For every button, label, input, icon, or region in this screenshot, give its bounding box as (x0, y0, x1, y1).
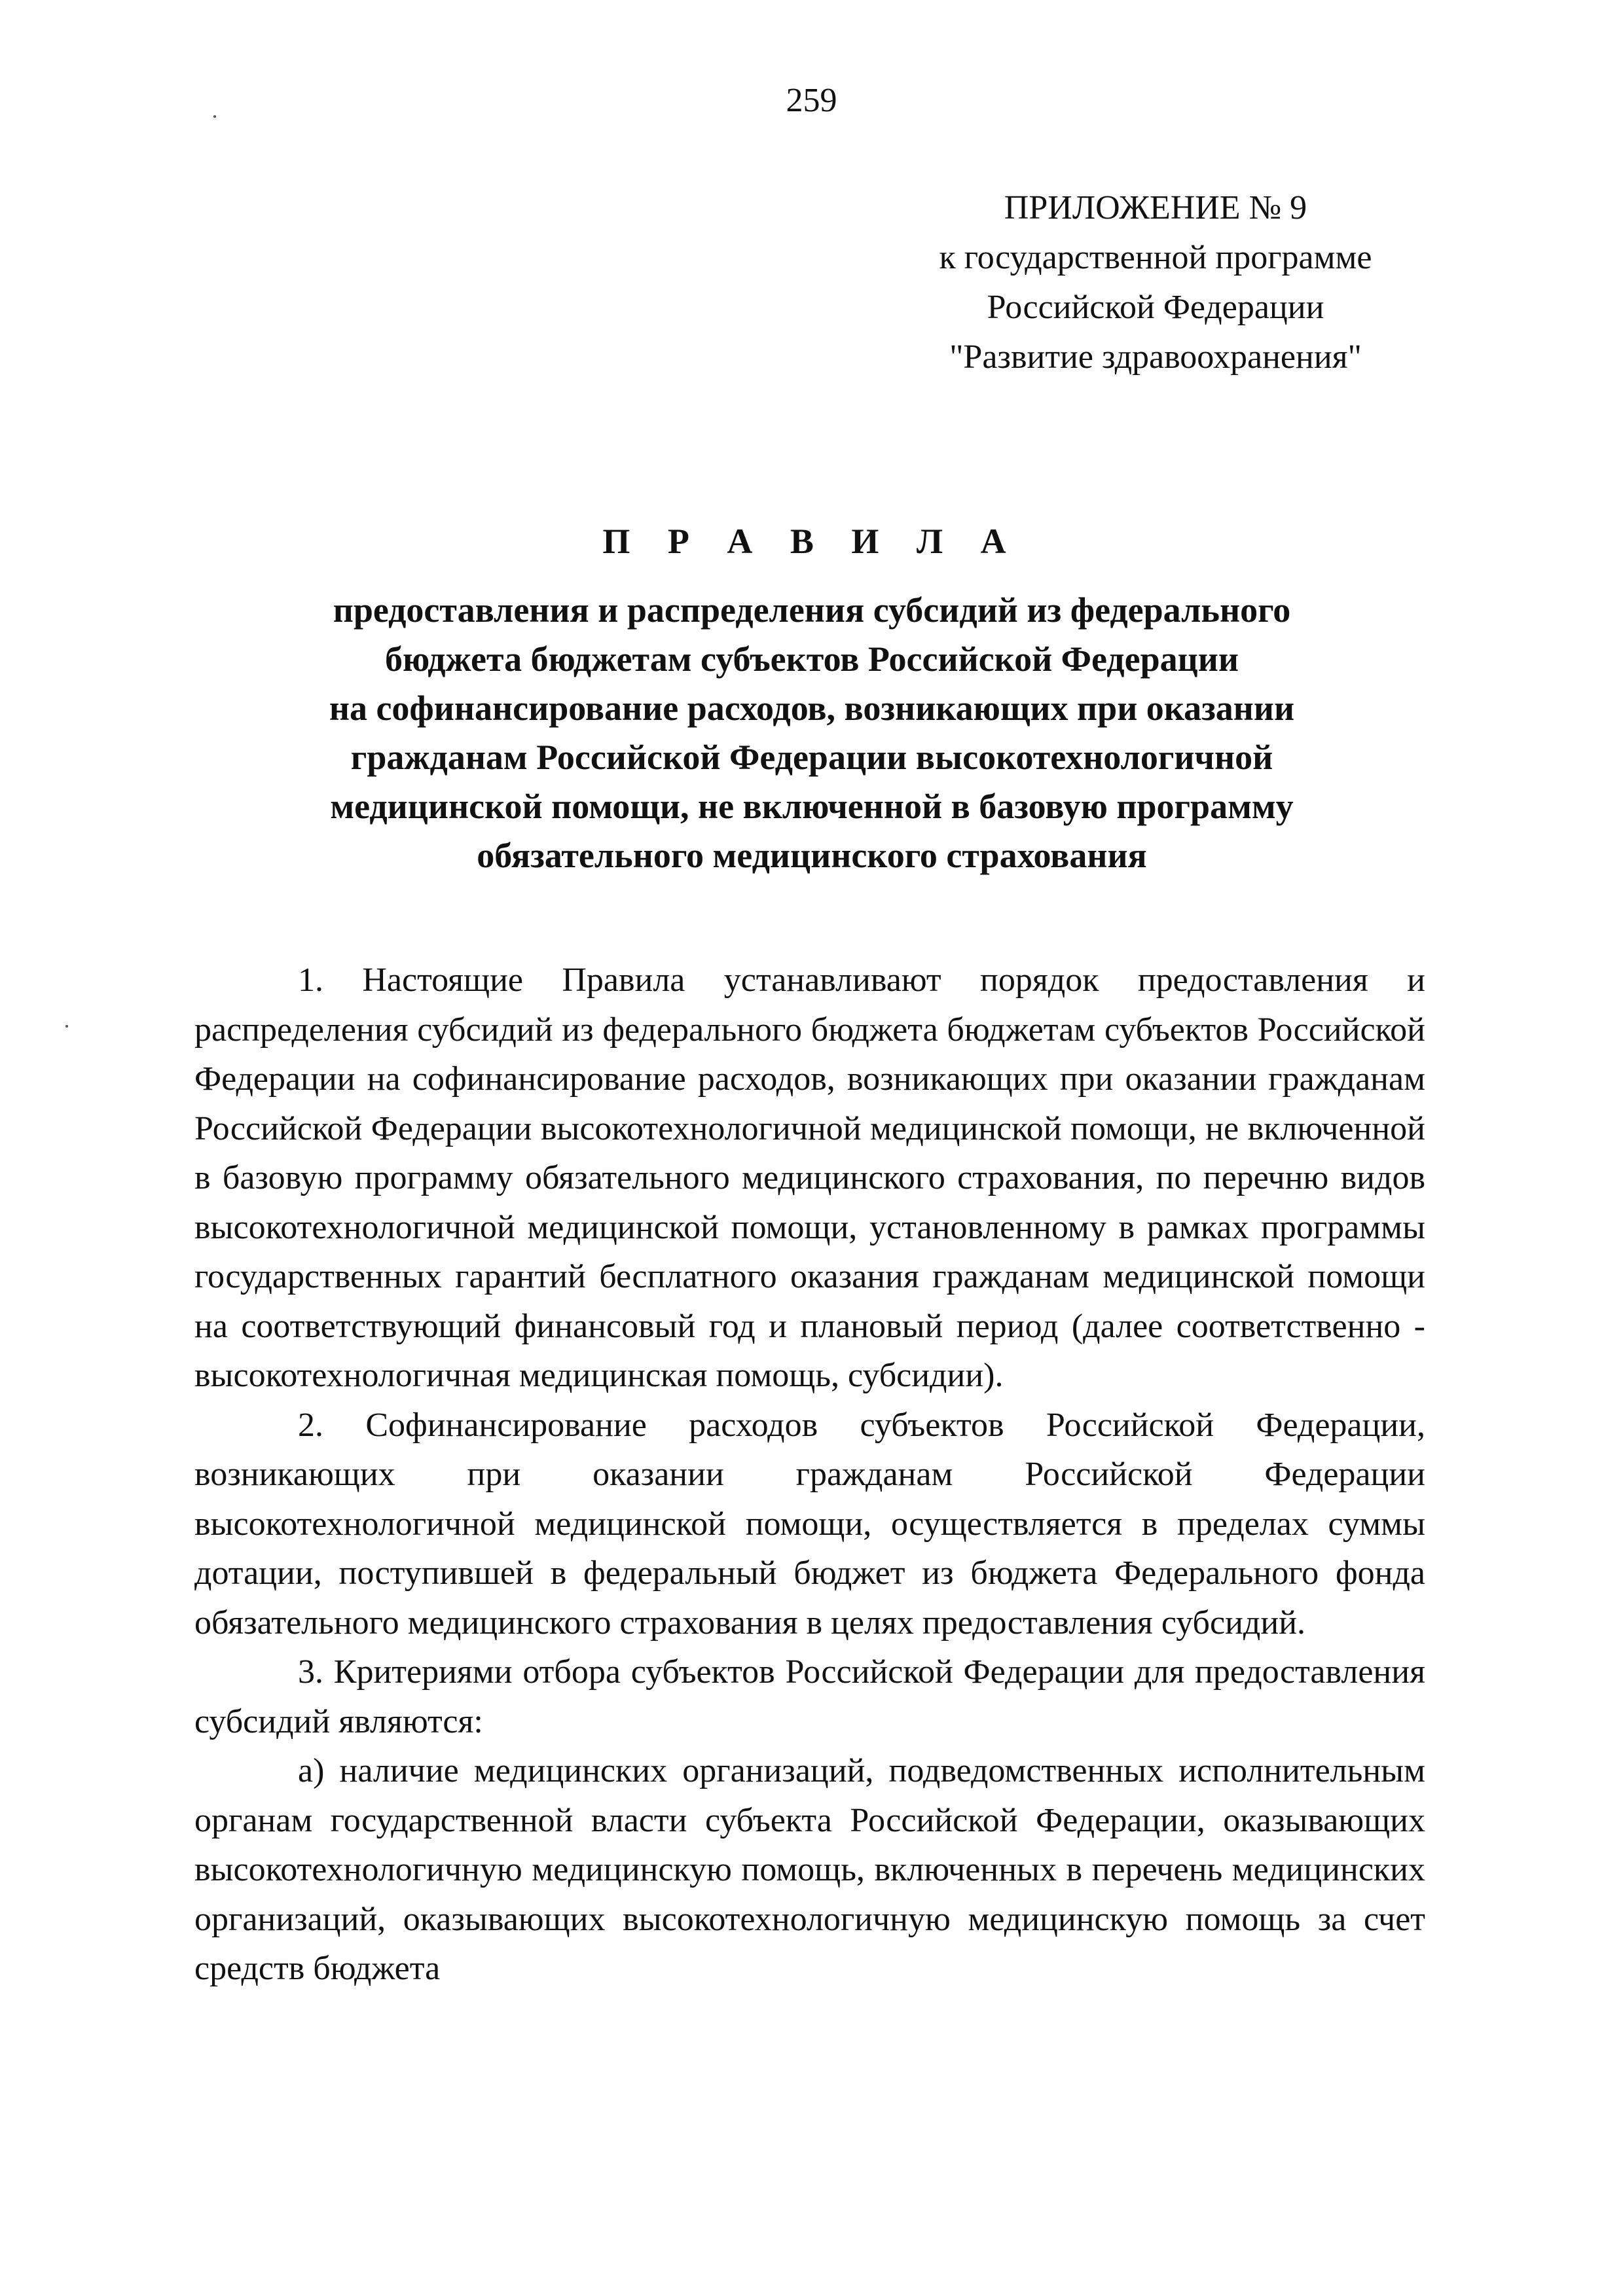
page-number: 259 (786, 82, 837, 119)
subtitle-line: гражданам Российской Федерации высокотехнологичной (350, 738, 1273, 777)
paragraph-2: 2. Софинансирование расходов субъектов Российской Федерации, возникающих при оказании гражданам Российской Федерации высокотехнологичной медицинской помощи, осуществляется в пределах суммы дотации, поступившей в федеральный бюджет из бюджета Федерального фонда обязательного медицинского страхования в целях предоставления субсидий. (194, 1406, 1425, 1641)
appendix-header (877, 183, 1434, 382)
appendix-program-name: "Развитие здравоохранения" (949, 338, 1362, 376)
subtitle-line: обязательного медицинского страхования (477, 836, 1147, 875)
scan-speck (65, 1025, 68, 1028)
paragraph-3: 3. Критериями отбора субъектов Российской Федерации для предоставления субсидий являются: (194, 1653, 1425, 1740)
document-body (194, 956, 1425, 1994)
paragraph-1: 1. Настоящие Правила устанавливают порядок предоставления и распределения субсидий из федерального бюджета бюджетам субъектов Российской Федерации на софинансирование расходов, возникающих при оказании гражданам Российской Федерации высокотехнологичной медицинской помощи, не включенной в базовую программу обязательного медицинского страхования, по перечню видов высокотехнологичной медицинской помощи, установленному в рамках программы государственных гарантий бесплатного оказания гражданам медицинской помощи на соответствующий финансовый год и плановый период (далее соответственно - высокотехнологичная медицинская помощь, субсидии). (194, 961, 1425, 1394)
subtitle-line: бюджета бюджетам субъектов Российской Федерации (385, 639, 1239, 679)
subtitle-line: медицинской помощи, не включенной в базовую программу (330, 787, 1294, 826)
appendix-federation: Российской Федерации (987, 289, 1324, 326)
scan-speck (213, 115, 216, 118)
appendix-number: ПРИЛОЖЕНИЕ № 9 (1004, 189, 1307, 226)
appendix-program: к государственной программе (939, 239, 1372, 276)
subtitle-line: предоставления и распределения субсидий из федерального (333, 590, 1291, 630)
document-subtitle (249, 586, 1375, 880)
paragraph-3a: а) наличие медицинских организаций, подведомственных исполнительным органам государственной власти субъекта Российской Федерации, оказывающих высокотехнологичную медицинскую помощь, включенных в перечень медицинских организаций, оказывающих высокотехнологичную медицинскую помощь за счет средств бюджета (194, 1752, 1425, 1987)
document-title: П Р А В И Л А (602, 522, 1021, 561)
subtitle-line: на софинансирование расходов, возникающих при оказании (329, 689, 1295, 728)
